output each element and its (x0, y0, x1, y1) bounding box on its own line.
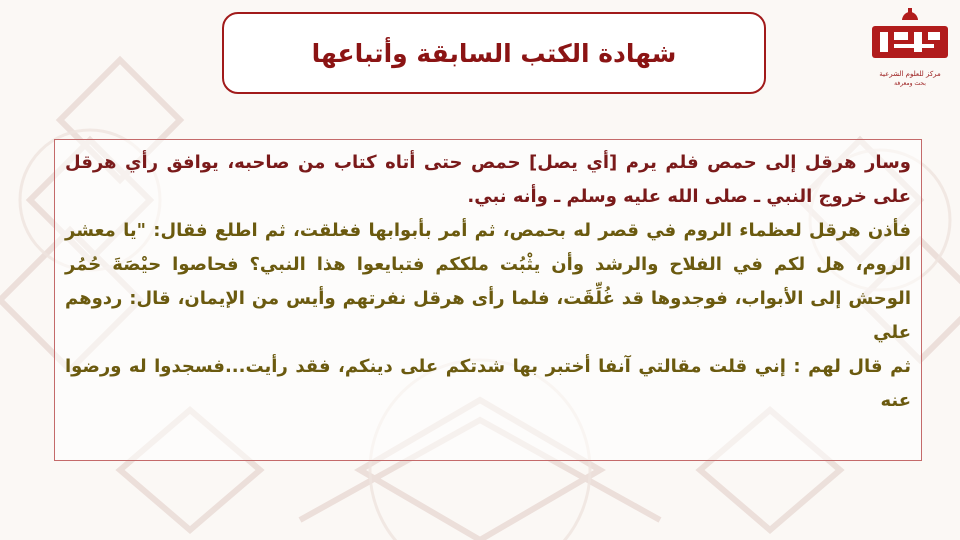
logo-subtitle: مركز للعلوم الشرعية (879, 70, 941, 78)
paragraph-3: ثم قال لهم : إني قلت مقالتي آنفا أختبر بها شدتكم على دينكم، فقد رأيت...فسجدوا له ورضوا عنه (65, 356, 911, 411)
logo-mark-icon (868, 8, 952, 70)
logo-subtitle-2: بحث ومعرفة (894, 80, 926, 87)
paragraph-1: وسار هرقل إلى حمص فلم يرم [أي يصل] حمص حتى أتاه كتاب من صاحبه، يوافق رأي هرقل على خروج النبي ـ صلى الله عليه وسلم ـ وأنه نبي. (65, 152, 911, 207)
content-box (54, 139, 922, 461)
paragraph-2: فأذن هرقل لعظماء الروم في قصر له بحمص، ثم أمر بأبوابها فغلقت، ثم اطلع فقال: "يا معشر الروم، هل لكم في الفلاح والرشد وأن يثْبُت ملككم فتبايعوا هذا النبي؟ فحاصوا حيْصَةَ حُمُر الوحش إلى الأبواب، فوجدوها قد غُلِّقَت، فلما رأى هرقل نفرتهم وأيس من الإيمان، قال: ردوهم علي (65, 220, 911, 343)
page-title: شهادة الكتب السابقة وأتباعها (311, 38, 677, 68)
title-banner (222, 12, 766, 94)
logo (868, 8, 952, 124)
